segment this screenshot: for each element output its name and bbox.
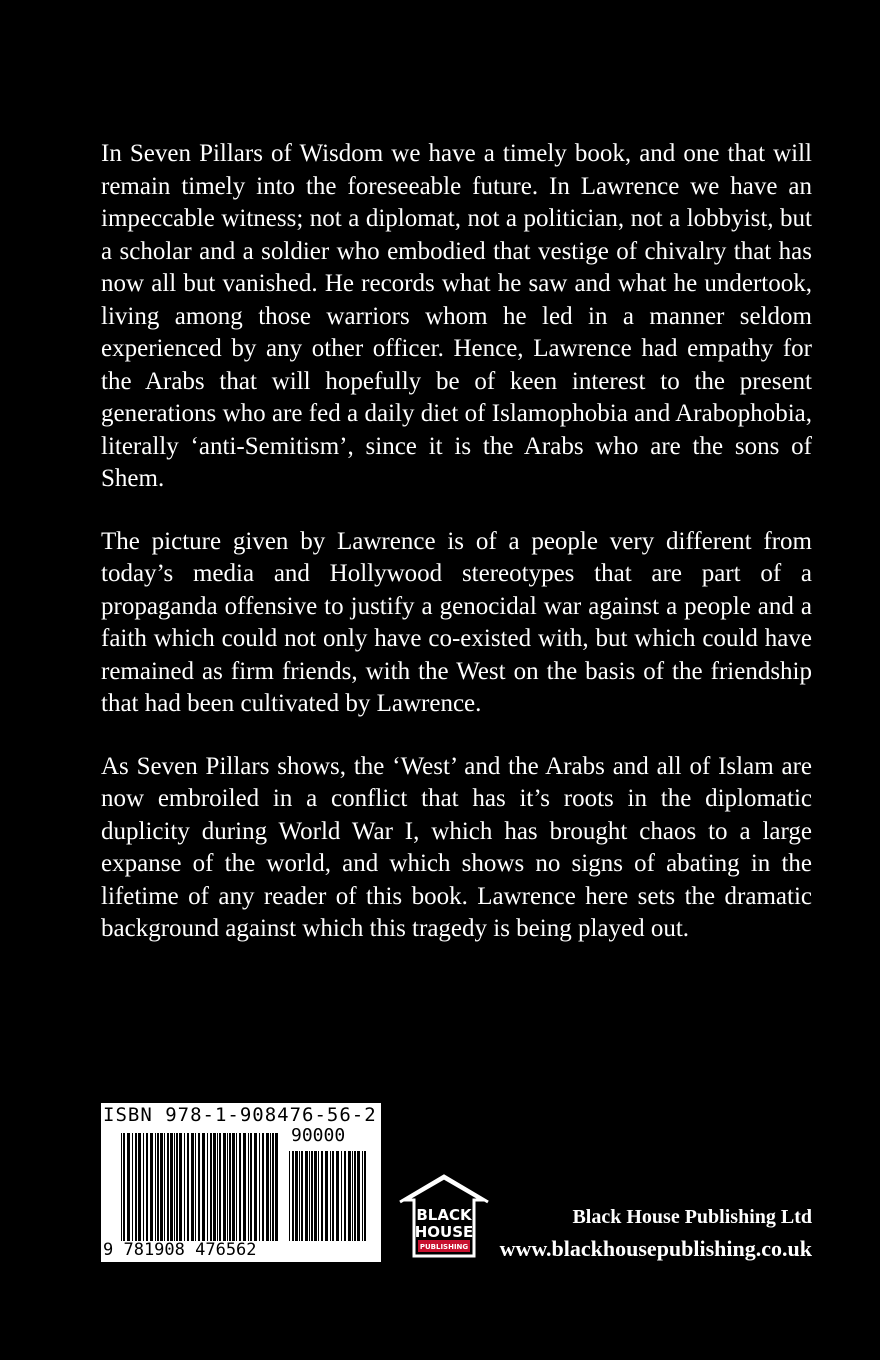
barcode-bar bbox=[332, 1151, 334, 1241]
barcode-bar bbox=[198, 1133, 200, 1241]
barcode-bar bbox=[135, 1133, 137, 1241]
barcode-bar bbox=[143, 1133, 144, 1241]
barcode-bar bbox=[210, 1133, 212, 1241]
barcode-bar bbox=[202, 1133, 205, 1241]
barcode-bar bbox=[309, 1151, 310, 1241]
barcode-bar bbox=[295, 1151, 298, 1241]
barcode-bar bbox=[243, 1133, 246, 1241]
barcode-bar bbox=[275, 1133, 278, 1241]
barcode-bar bbox=[160, 1133, 163, 1241]
barcode-bar bbox=[301, 1151, 303, 1241]
barcode-bar bbox=[292, 1151, 294, 1241]
barcode-bar bbox=[146, 1133, 148, 1241]
barcode-bar bbox=[123, 1133, 125, 1241]
barcode-bar bbox=[121, 1133, 122, 1241]
barcode-bar bbox=[167, 1133, 169, 1241]
back-cover-blurb bbox=[101, 138, 812, 976]
barcode-bar bbox=[314, 1151, 317, 1241]
blurb-paragraph-3: As Seven Pillars shows, the ‘West’ and the Arabs and all of Islam are now embroiled in a conflict that has it’s roots in the diplomatic duplicity during World War I, which has brought chaos to a large expanse of the world, and which shows no signs of abating in the lifetime of any reader of this book. Lawrence here sets the dramatic background against which this tragedy is being played out. bbox=[101, 752, 812, 942]
black-house-logo bbox=[398, 1174, 490, 1264]
barcode-bar bbox=[236, 1133, 237, 1241]
barcode-bar bbox=[318, 1151, 319, 1241]
publisher-url: www.blackhousepublishing.co.uk bbox=[499, 1236, 812, 1261]
barcode-bar bbox=[213, 1133, 216, 1241]
barcode-bar bbox=[357, 1151, 360, 1241]
barcode-bar bbox=[352, 1151, 353, 1241]
logo-word-black: BLACK bbox=[416, 1206, 472, 1224]
barcode-bar bbox=[179, 1133, 182, 1241]
barcode-bar bbox=[341, 1151, 342, 1241]
barcode-bars bbox=[121, 1133, 279, 1241]
addon-barcode-bars bbox=[289, 1151, 369, 1241]
barcode-bar bbox=[354, 1151, 356, 1241]
barcode-bar bbox=[127, 1133, 130, 1241]
barcode-bar bbox=[250, 1133, 252, 1241]
isbn-barcode bbox=[101, 1103, 381, 1262]
barcode-bar bbox=[157, 1133, 159, 1241]
barcode-bar bbox=[223, 1133, 226, 1241]
barcode-bar bbox=[174, 1133, 175, 1241]
barcode-bar bbox=[272, 1133, 274, 1241]
publisher-name: Black House Publishing Ltd bbox=[572, 1206, 812, 1228]
barcode-bar bbox=[187, 1133, 189, 1241]
barcode-bar bbox=[262, 1133, 264, 1241]
isbn-label: ISBN 978-1-908476-56-2 bbox=[103, 1104, 377, 1126]
barcode-bar bbox=[270, 1133, 271, 1241]
barcode-bar bbox=[289, 1151, 290, 1241]
barcode-bar bbox=[325, 1151, 328, 1241]
barcode-bar bbox=[138, 1133, 141, 1241]
barcode-bar bbox=[164, 1133, 165, 1241]
barcode-bar bbox=[176, 1133, 178, 1241]
barcode-bar bbox=[239, 1133, 241, 1241]
barcode-digits: 9 781908 476562 bbox=[103, 1240, 257, 1260]
barcode-bar bbox=[311, 1151, 313, 1241]
barcode-bar bbox=[330, 1151, 331, 1241]
barcode-bar bbox=[229, 1133, 231, 1241]
barcode-bar bbox=[248, 1133, 249, 1241]
barcode-bar bbox=[195, 1133, 196, 1241]
barcode-bar bbox=[227, 1133, 228, 1241]
barcode-bar bbox=[219, 1133, 221, 1241]
barcode-bar bbox=[254, 1133, 257, 1241]
barcode-bar bbox=[364, 1151, 366, 1241]
price-code: 90000 bbox=[291, 1125, 346, 1146]
barcode-bar bbox=[336, 1151, 339, 1241]
logo-word-house: HOUSE bbox=[414, 1223, 474, 1241]
barcode-bar bbox=[217, 1133, 218, 1241]
barcode-bar bbox=[184, 1133, 185, 1241]
barcode-bar bbox=[232, 1133, 235, 1241]
barcode-bar bbox=[305, 1151, 308, 1241]
blurb-paragraph-2: The picture given by Lawrence is of a people very different from today’s media and Hollywood stereotypes that are part of a propaganda offensive to justify a genocidal war against a people and a faith which could not only have co-existed with, but which could have remained as firm friends, with the West on the basis of the friendship that had been cultivated by Lawrence. bbox=[101, 527, 812, 717]
barcode-bar bbox=[150, 1133, 153, 1241]
barcode-bar bbox=[155, 1133, 156, 1241]
logo-word-publishing: PUBLISHING bbox=[419, 1243, 469, 1251]
barcode-bar bbox=[348, 1151, 351, 1241]
barcode-bar bbox=[132, 1133, 133, 1241]
barcode-bar bbox=[191, 1133, 194, 1241]
barcode-bar bbox=[207, 1133, 208, 1241]
barcode-bar bbox=[321, 1151, 323, 1241]
barcode-bar bbox=[170, 1133, 173, 1241]
barcode-bar bbox=[266, 1133, 269, 1241]
barcode-bar bbox=[299, 1151, 300, 1241]
blurb-paragraph-1: In Seven Pillars of Wisdom we have a timely book, and one that will remain timely into the foreseeable future. In Lawrence we have an impeccable witness; not a diplomat, not a politician, not a lobbyist, but a scholar and a soldier who embodied that vestige of chivalry that has now all but vanished. He records what he saw and what he undertook, living among those warriors whom he led in a manner seldom experienced by any other officer. Hence, Lawrence had empathy for the Arabs that will hopefully be of keen interest to the present generations who are fed a daily diet of Islamophobia and Arabophobia, literally ‘anti-Semitism’, since it is the Arabs who are the sons of Shem. bbox=[101, 140, 812, 492]
barcode-bar bbox=[362, 1151, 363, 1241]
barcode-bar bbox=[344, 1151, 346, 1241]
barcode-bar bbox=[259, 1133, 260, 1241]
